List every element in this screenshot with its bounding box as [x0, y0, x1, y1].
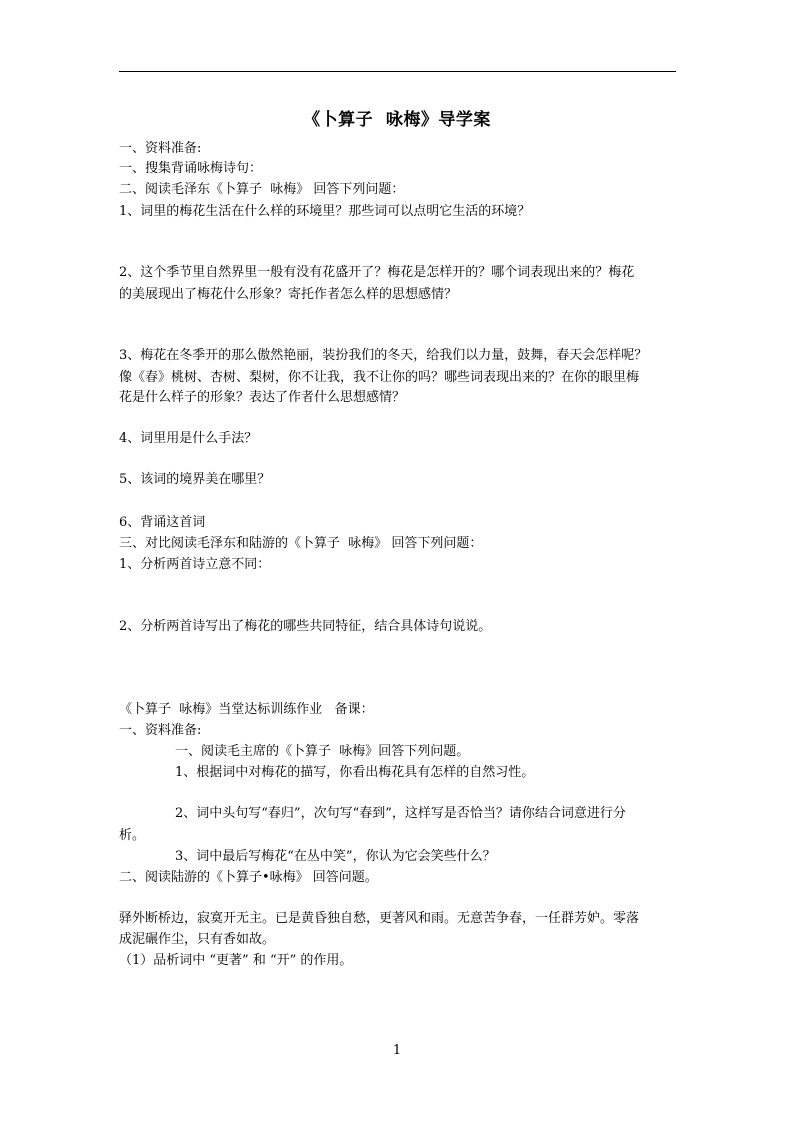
text-line: 2、这个季节里自然界里一般有没有花盛开了？梅花是怎样开的？哪个词表现出来的？梅花: [119, 265, 635, 280]
text-line: 6、背诵这首词: [119, 515, 206, 530]
text-line: 像《春》桃树、杏树、梨树，你不让我，我不让你的吗？哪些词表现出来的？在你的眼里梅: [119, 370, 640, 385]
text-line: 三、对比阅读毛泽东和陆游的《卜算子 咏梅》 回答下列问题：: [119, 536, 483, 551]
text-line: 1、根据词中对梅花的描写，你看出梅花具有怎样的自然习性。: [175, 765, 535, 780]
text-line: 4、词里用是什么手法？: [119, 431, 258, 446]
text-line: 花是什么样子的形象？表达了作者什么思想感情？: [119, 390, 406, 405]
text-line: 《卜算子 咏梅》当堂达标训练作业 备课：: [119, 702, 374, 717]
text-line: 一、阅读毛主席的《卜算子 咏梅》回答下列问题。: [175, 744, 470, 759]
text-line: 一、搜集背诵咏梅诗句：: [119, 161, 263, 176]
text-line: 3、词中最后写梅花“在丛中笑”，你认为它会笑些什么？: [175, 849, 496, 864]
text-line: 二、阅读陆游的《卜算子•咏梅》 回答问题。: [119, 870, 378, 885]
text-line: 1、词里的梅花生活在什么样的环境里？那些词可以点明它生活的环境？: [119, 204, 531, 219]
text-line: 成泥碾作尘，只有香如故。: [119, 932, 276, 947]
text-line: 5、该词的境界美在哪里？: [119, 472, 271, 487]
text-line: （1）品析词中 “更著” 和 “开” 的作用。: [119, 953, 353, 968]
text-line: 一、资料准备:: [119, 141, 202, 156]
header-rule: [119, 71, 676, 72]
page-number: 1: [392, 1043, 402, 1058]
text-line: 一、资料准备:: [119, 723, 202, 738]
text-line: 2、分析两首诗写出了梅花的哪些共同特征，结合具体诗句说说。: [119, 619, 492, 634]
text-line: 驿外断桥边，寂寞开无主。已是黄昏独自愁，更著风和雨。无意苦争春，一任群芳妒。零落: [119, 911, 640, 926]
text-line: 的美展现出了梅花什么形象？寄托作者怎么样的思想感情？: [119, 287, 458, 302]
text-line: 析。: [119, 828, 146, 843]
text-line: 3、梅花在冬季开的那么傲然艳丽，装扮我们的冬天，给我们以力量，鼓舞，春天会怎样呢？: [119, 348, 648, 363]
text-line: 1、分析两首诗立意不同：: [119, 557, 271, 572]
text-line: 二、阅读毛泽东《卜算子 咏梅》 回答下列问题：: [119, 182, 405, 197]
document-title: 《卜算子 咏梅》导学案: [303, 110, 491, 130]
text-line: 2、词中头句写“春归”，次句写“春到”，这样写是否恰当？请你结合词意进行分: [175, 806, 626, 821]
